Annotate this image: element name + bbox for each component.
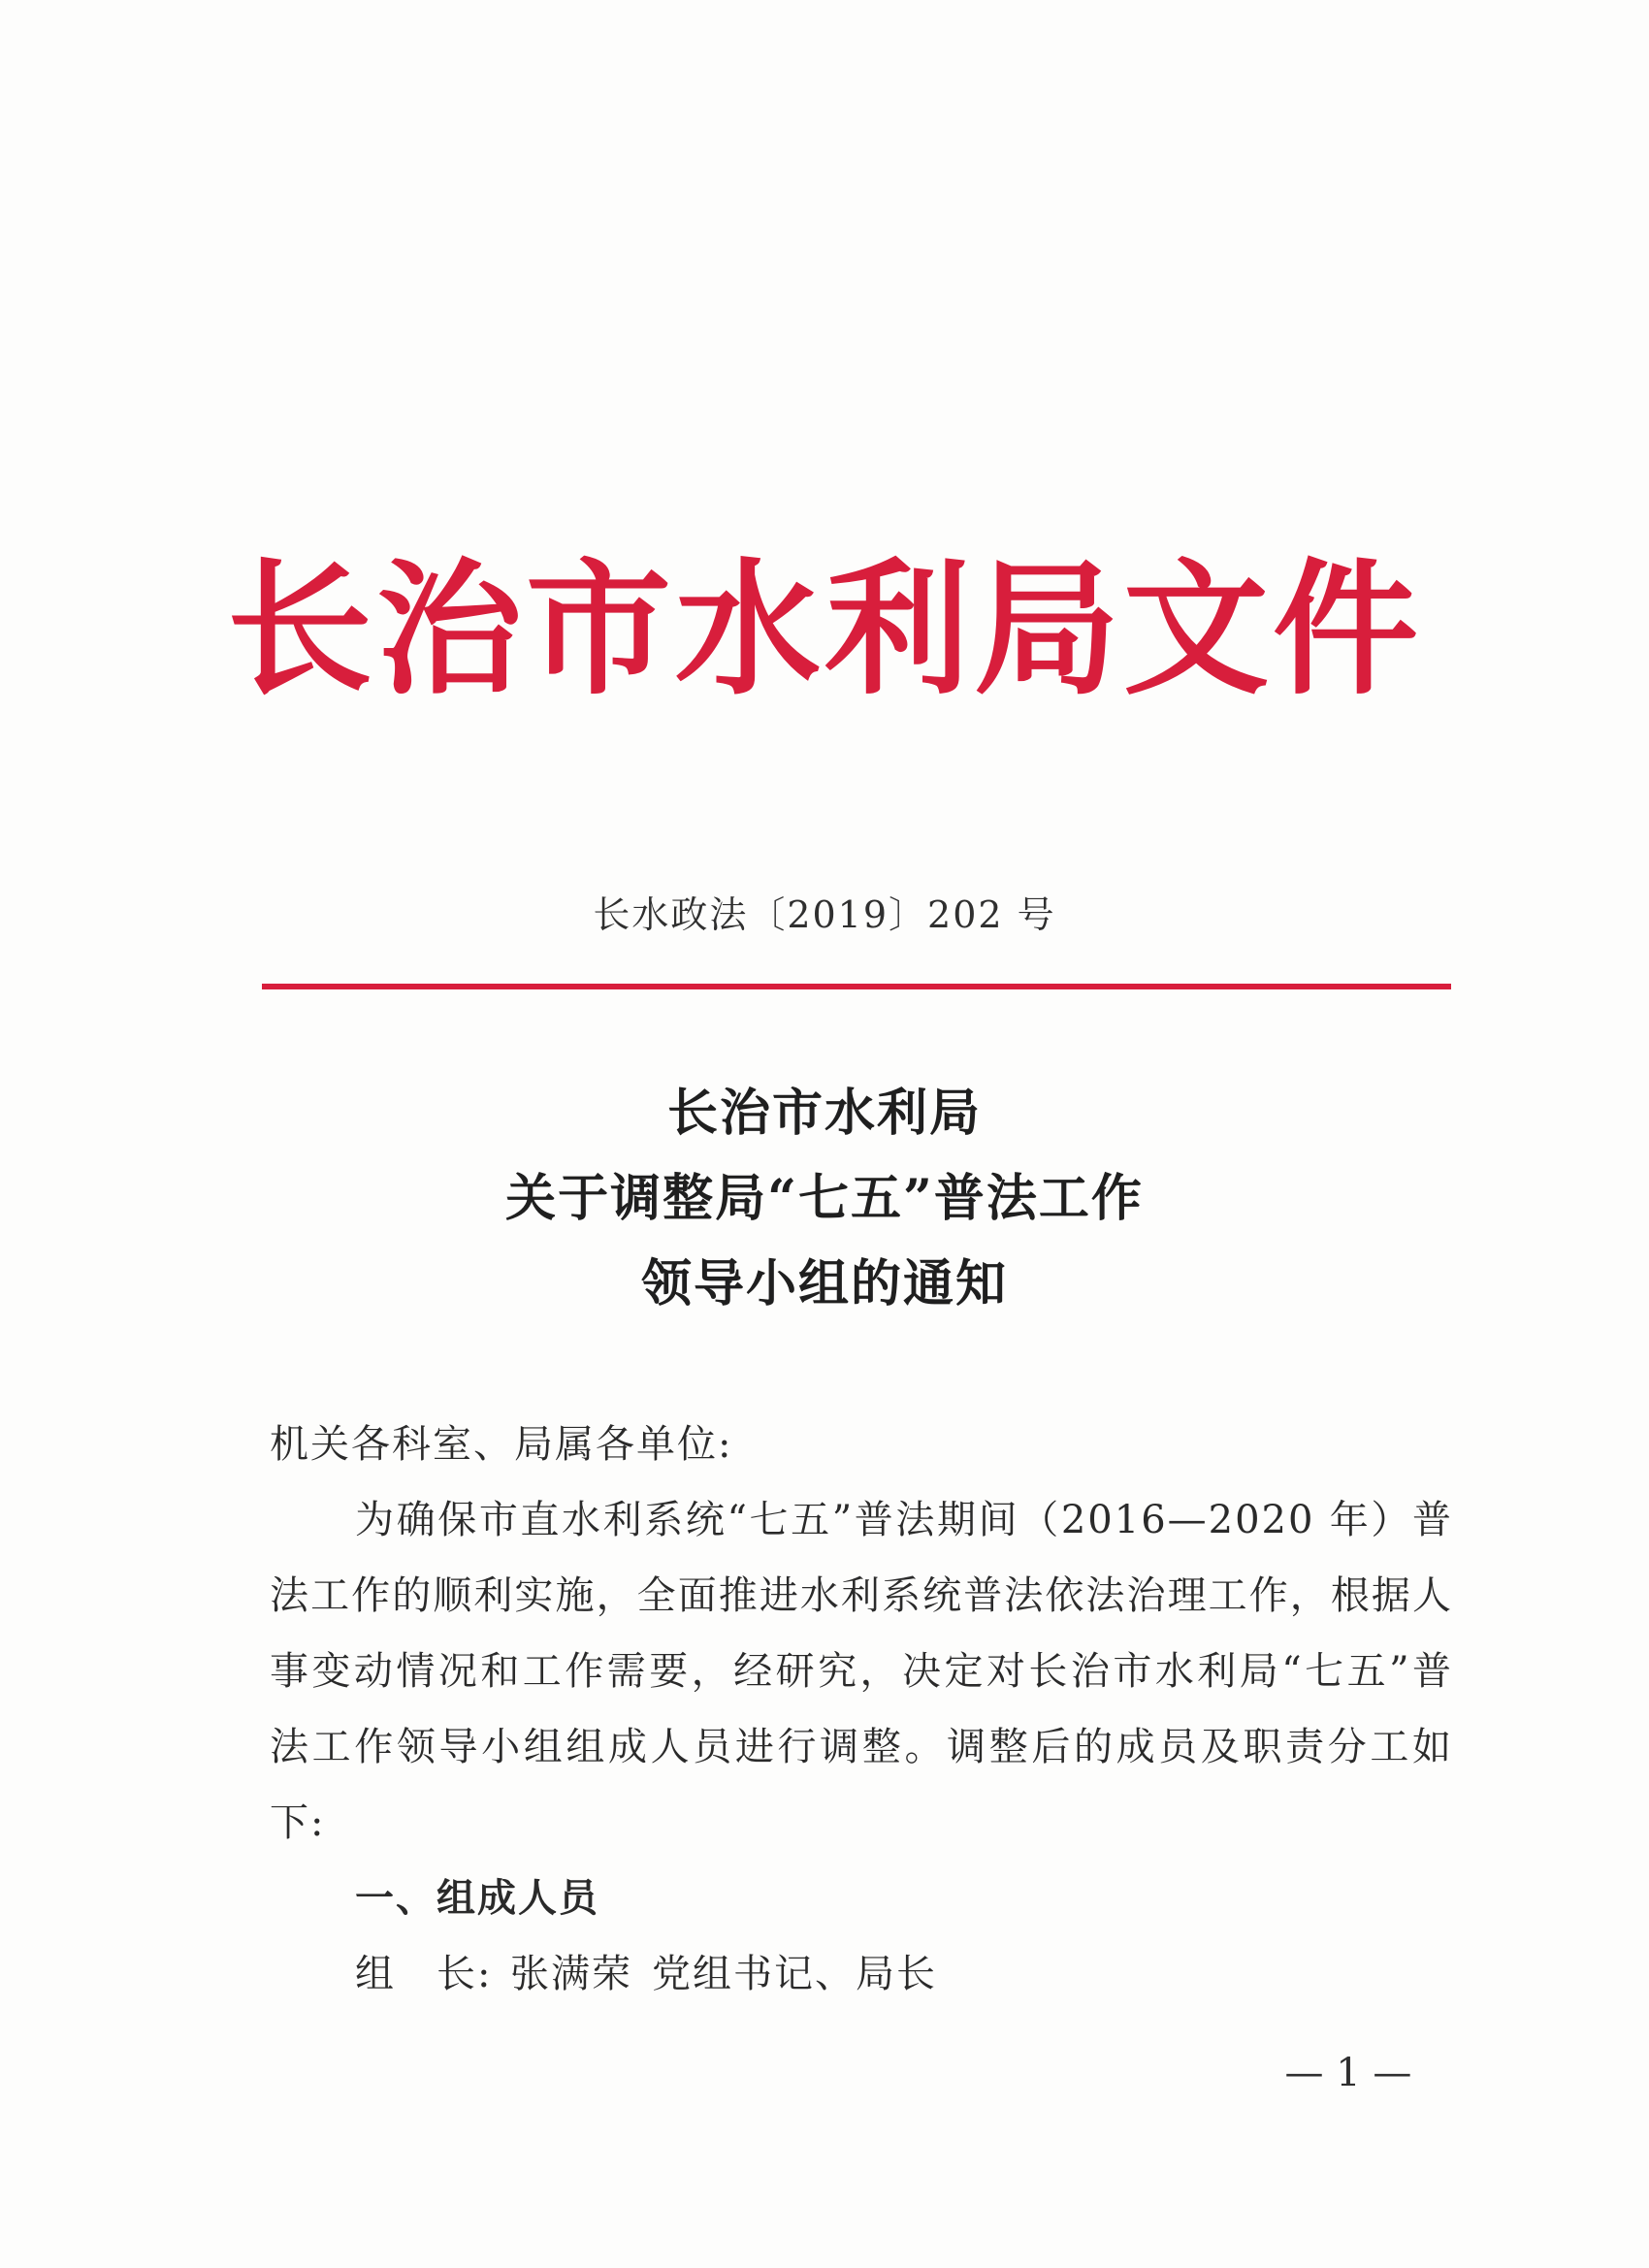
notice-title [0, 1071, 1649, 1327]
document-body [270, 1407, 1453, 2012]
notice-title-line-2: 关于调整局“七五”普法工作 [505, 1169, 1144, 1228]
page-number: — 1 — [1284, 2051, 1412, 2095]
salutation: 机关各科室、局属各单位: [270, 1422, 733, 1467]
member-name: 张满荣 [510, 1952, 632, 1996]
member-entry [270, 1936, 1453, 2012]
red-divider-line [262, 984, 1451, 989]
body-paragraph: 为确保市直水利系统“七五”普法期间（2016—2020 年）普法工作的顺利实施，全面推进水利系统普法依法治理工作，根据人事变动情况和工作需要，经研究，决定对长治市水利局“七五”普法工作领导小组组成人员进行调整。调整后的成员及职责分工如下: [270, 1498, 1453, 1845]
issuer-header-title: 长治市水利局文件 [226, 546, 1422, 715]
member-position: 党组书记、局长 [652, 1952, 937, 1996]
notice-title-line-1: 长治市水利局 [666, 1084, 982, 1143]
notice-title-line-3: 领导小组的通知 [640, 1254, 1008, 1313]
section-heading: 一、组成人员 [355, 1876, 599, 1921]
member-role: 组 长: [355, 1952, 493, 1996]
document-number: 长水政法〔2019〕202 号 [593, 893, 1056, 936]
